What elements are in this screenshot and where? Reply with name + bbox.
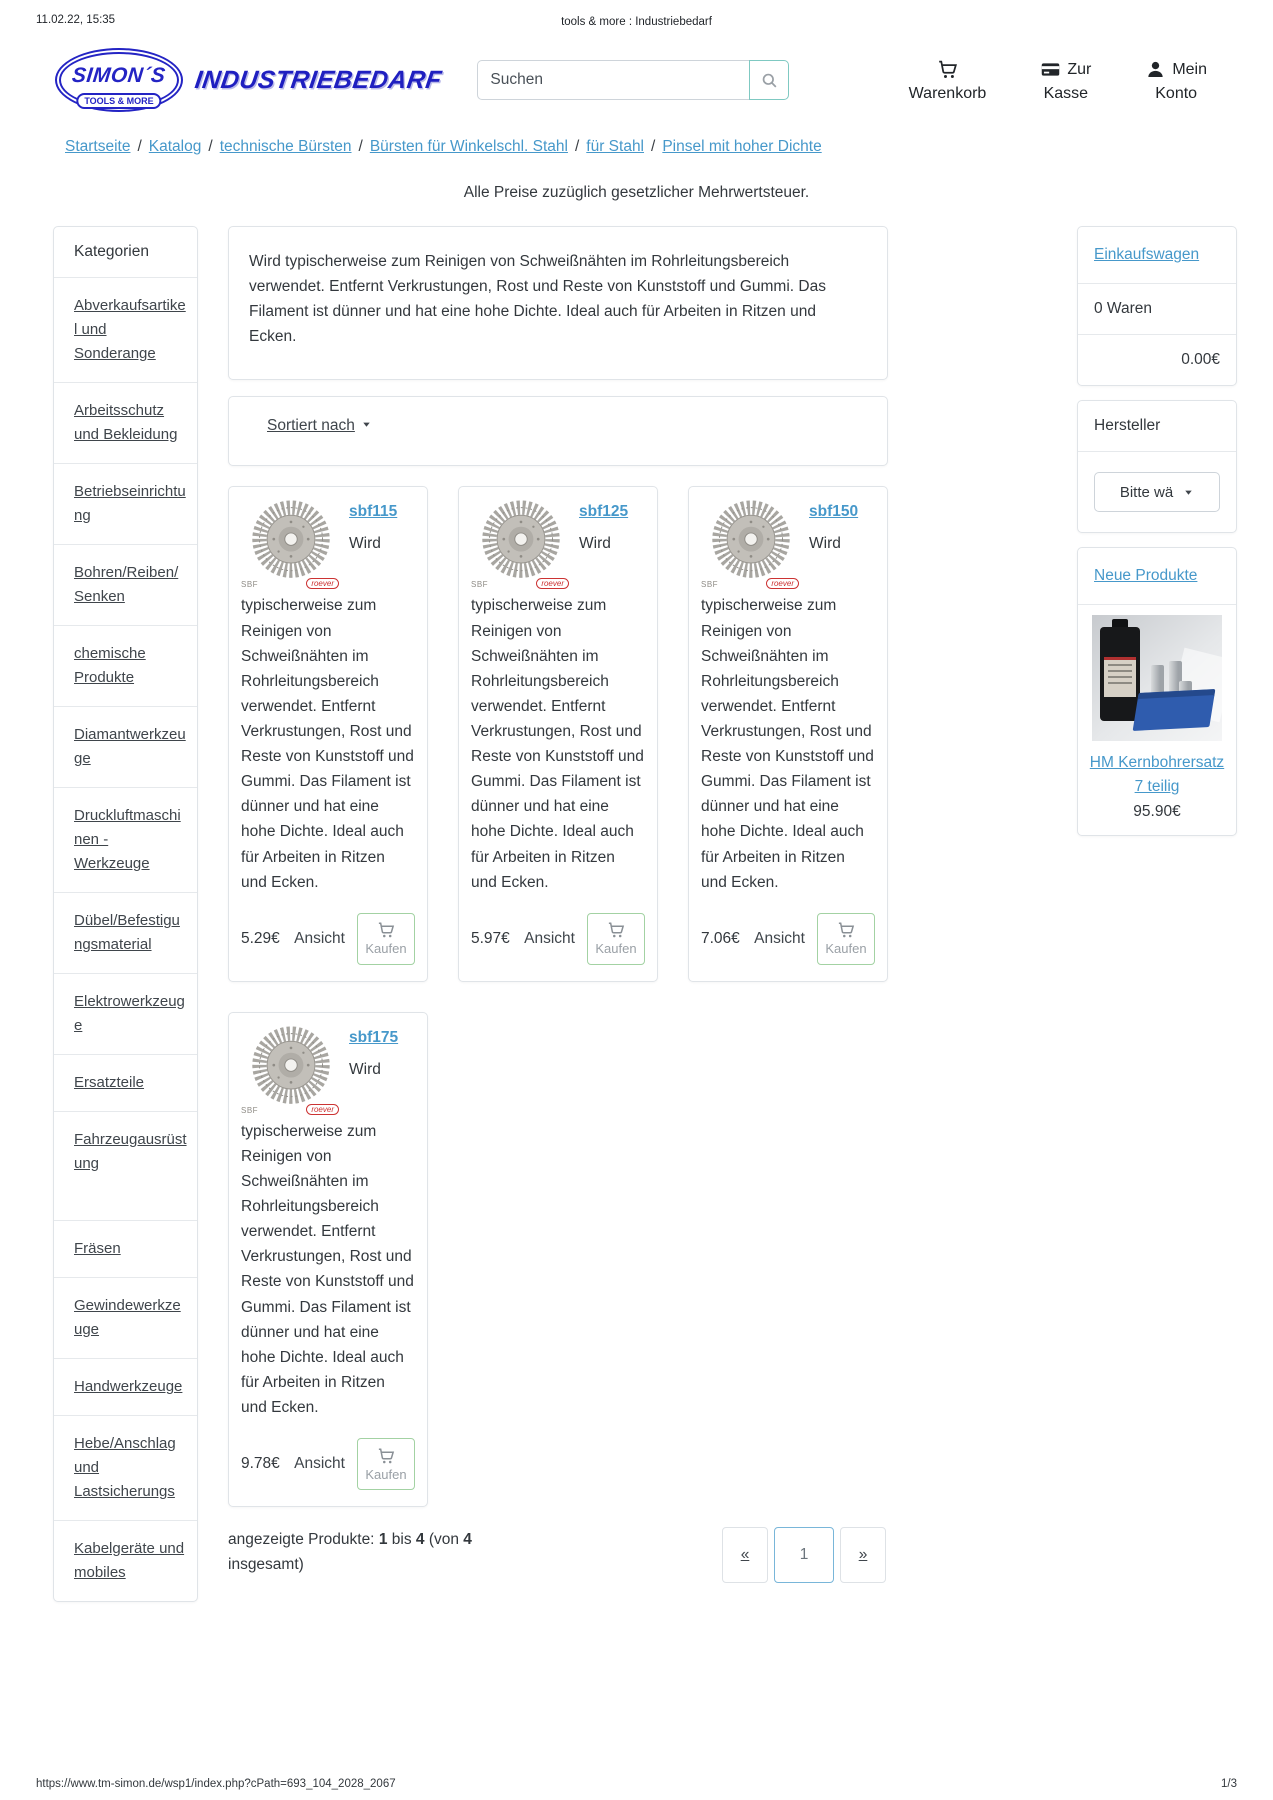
product-price: 9.78€ — [241, 1455, 280, 1473]
manufacturer-box — [1077, 400, 1237, 533]
sort-dropdown[interactable] — [267, 417, 372, 434]
buy-button[interactable] — [357, 913, 415, 965]
cart-icon — [377, 1447, 395, 1465]
sidebar-category-link[interactable]: Handwerkzeuge — [74, 1378, 183, 1395]
buy-button-label: Kaufen — [595, 941, 637, 957]
logo-oval — [55, 48, 183, 112]
new-product-image[interactable] — [1092, 615, 1222, 741]
pagination-current-page[interactable]: 1 — [774, 1527, 834, 1583]
product-sku-link[interactable]: sbf115 — [349, 503, 398, 521]
sidebar-category-link[interactable]: Fräsen — [74, 1240, 121, 1257]
nav-label: Konto — [1155, 84, 1198, 102]
nav-mein-konto[interactable] — [1145, 58, 1207, 103]
results-word: (von — [428, 1531, 459, 1549]
product-description: Wird typischerweise zum Reinigen von Schweißnähten im Rohrleitungsbereich verwendet. Entfernt Verkrustungen, Rost und Reste von Kunststoff und Gummi. Das Filament ist dünner und hat eine hohe Dichte. Ideal auch für Arbeiten in Ritzen und Ecken. — [241, 535, 414, 891]
content — [53, 226, 1237, 1602]
print-datetime: 11.02.22, 15:35 — [36, 14, 116, 26]
breadcrumb-separator: / — [358, 138, 363, 155]
sidebar-category — [54, 787, 197, 892]
breadcrumb-link[interactable]: technische Bürsten — [219, 138, 352, 155]
search-icon — [760, 71, 779, 90]
pagination — [722, 1527, 888, 1583]
header-nav — [909, 58, 1213, 103]
nav-warenkorb[interactable] — [909, 58, 987, 103]
sidebar-category-link[interactable]: Gewindewerkzeuge — [74, 1297, 181, 1338]
sbf-brand-badge: SBF — [241, 580, 259, 590]
product-image[interactable] — [241, 499, 341, 589]
sidebar-category — [54, 277, 197, 382]
breadcrumb-link[interactable]: für Stahl — [586, 138, 645, 155]
chevron-down-icon — [1183, 487, 1194, 498]
sidebar-category-link[interactable]: chemische Produkte — [74, 645, 146, 686]
breadcrumb-link[interactable]: Startseite — [65, 138, 131, 155]
sidebar-category-link[interactable]: Hebe/Anschlag und Lastsicherungs — [74, 1435, 176, 1500]
product-card — [688, 486, 888, 981]
search-bar — [477, 60, 789, 100]
results-count — [228, 1527, 508, 1577]
new-products-link[interactable]: Neue Produkte — [1094, 567, 1198, 585]
roever-brand-badge: roever — [536, 578, 569, 589]
product-sku-link[interactable]: sbf125 — [579, 503, 629, 521]
wire-brush-image — [701, 499, 801, 585]
sidebar-category — [54, 706, 197, 787]
sbf-brand-badge: SBF — [471, 580, 489, 590]
sidebar-category-link[interactable]: Bohren/Reiben/Senken — [74, 564, 179, 605]
product-image[interactable] — [701, 499, 801, 589]
product-card — [228, 1012, 428, 1507]
buy-button[interactable] — [587, 913, 645, 965]
results-from: 1 — [378, 1531, 388, 1549]
category-description: Wird typischerweise zum Reinigen von Schweißnähten im Rohrleitungsbereich verwendet. Entfernt Verkrustungen, Rost und Reste von Kunststoff und Gummi. Das Filament ist dünner und hat eine hohe Dichte. Ideal auch für Arbeiten in Ritzen und Ecken. — [228, 226, 888, 380]
header — [0, 30, 1273, 112]
roever-brand-badge: roever — [306, 578, 339, 589]
results-to: 4 — [415, 1531, 425, 1549]
results-word: insgesamt) — [228, 1556, 304, 1574]
chevron-down-icon — [361, 419, 372, 430]
print-header — [0, 0, 1273, 30]
new-product-price: 95.90€ — [1133, 803, 1181, 821]
view-button[interactable]: Ansicht — [748, 922, 811, 956]
sidebar-category — [54, 625, 197, 706]
pagination-prev-button[interactable] — [722, 1527, 768, 1583]
sidebar-category — [54, 1520, 197, 1601]
results-label: angezeigte Produkte: — [228, 1531, 375, 1549]
credit-card-icon — [1040, 59, 1061, 80]
product-card — [228, 486, 428, 981]
sidebar-category-link[interactable]: Ersatzteile — [74, 1074, 145, 1091]
sidebar-category — [54, 892, 197, 973]
wire-brush-image — [241, 499, 341, 585]
product-description: Wird typischerweise zum Reinigen von Schweißnähten im Rohrleitungsbereich verwendet. Entfernt Verkrustungen, Rost und Reste von Kunststoff und Gummi. Das Filament ist dünner und hat eine hohe Dichte. Ideal auch für Arbeiten in Ritzen und Ecken. — [241, 1060, 414, 1416]
breadcrumb — [65, 138, 1237, 156]
results-word: bis — [391, 1531, 412, 1549]
breadcrumb-separator: / — [574, 138, 580, 155]
product-sku-link[interactable]: sbf150 — [809, 503, 859, 521]
product-image[interactable] — [241, 1025, 341, 1115]
sbf-brand-badge: SBF — [241, 1105, 259, 1115]
breadcrumb-link[interactable]: Bürsten für Winkelschl. Stahl — [369, 138, 568, 155]
wire-brush-image — [241, 1025, 341, 1111]
sidebar-category-link[interactable]: Druckluftmaschinen - Werkzeuge — [74, 807, 181, 872]
view-button[interactable]: Ansicht — [288, 1447, 351, 1481]
sort-label: Sortiert nach — [267, 417, 355, 435]
breadcrumb-separator: / — [137, 138, 142, 155]
new-product-name-link[interactable]: HM Kernbohrersatz 7 teilig — [1089, 754, 1225, 796]
sidebar-category-link[interactable]: Betriebseinrichtung — [74, 483, 186, 524]
product-price: 7.06€ — [701, 929, 740, 947]
product-sku-link[interactable]: sbf175 — [349, 1028, 399, 1046]
buy-button[interactable] — [817, 913, 875, 965]
cart-icon — [837, 921, 855, 939]
new-products-box — [1077, 547, 1237, 836]
nav-label: Mein — [1172, 60, 1207, 78]
buy-button-label: Kaufen — [825, 941, 867, 957]
sidebar-category — [54, 973, 197, 1054]
logo-primary-text: SIMON´S — [71, 64, 167, 87]
sidebar-category — [54, 463, 197, 544]
new-product-image-row — [1078, 604, 1236, 747]
footer-url: https://www.tm-simon.de/wsp1/index.php?cPath=693_104_2028_2067 — [36, 1778, 396, 1790]
cart-box — [1077, 226, 1237, 386]
sidebar-category — [54, 382, 197, 463]
breadcrumb-separator: / — [651, 138, 656, 155]
sidebar-title: Kategorien — [74, 243, 149, 260]
search-input[interactable] — [477, 60, 749, 100]
wire-brush-image — [471, 499, 571, 585]
next-arrow: » — [858, 1546, 868, 1564]
nav-zur-kasse[interactable] — [1040, 58, 1091, 103]
sidebar-category — [54, 1277, 197, 1358]
cart-total: 0.00€ — [1078, 334, 1236, 385]
buy-button[interactable] — [357, 1438, 415, 1490]
search-button[interactable] — [749, 60, 789, 100]
nav-label: Kasse — [1043, 84, 1089, 102]
product-price: 5.97€ — [471, 929, 510, 947]
sort-panel — [228, 396, 888, 466]
logo-brand-text: INDUSTRIEBEDARF — [193, 65, 444, 94]
right-column — [1077, 226, 1237, 850]
nav-label: Zur — [1067, 60, 1092, 78]
pagination-next-button[interactable] — [840, 1527, 886, 1583]
breadcrumb-link[interactable]: Katalog — [148, 138, 202, 155]
sidebar-category — [54, 1111, 197, 1220]
sidebar-category-link[interactable]: Arbeitsschutz und Bekleidung — [74, 402, 178, 443]
cart-item-count: 0 Waren — [1078, 283, 1236, 334]
manufacturer-select[interactable] — [1094, 472, 1220, 512]
footer-page-number: 1/3 — [1221, 1778, 1237, 1790]
sidebar-category-link[interactable]: Diamantwerkzeuge — [74, 726, 186, 767]
cart-icon — [607, 921, 625, 939]
breadcrumb-link[interactable]: Pinsel mit hoher Dichte — [662, 138, 822, 155]
nav-label: Warenkorb — [908, 84, 987, 102]
buy-button-label: Kaufen — [365, 941, 407, 957]
logo-secondary-text: TOOLS & MORE — [76, 93, 161, 109]
vat-notice: Alle Preise zuzüglich gesetzlicher Mehrwertsteuer. — [463, 184, 810, 201]
sbf-brand-badge: SBF — [701, 580, 719, 590]
sidebar-category-link[interactable]: Kabelgeräte und mobiles — [74, 1540, 185, 1581]
product-grid — [228, 486, 888, 1507]
category-sidebar — [53, 226, 198, 1602]
sidebar-category-link[interactable]: Elektrowerkzeuge — [74, 993, 185, 1034]
shop-logo[interactable] — [55, 48, 444, 112]
user-icon — [1145, 59, 1166, 80]
product-price: 5.29€ — [241, 929, 280, 947]
cart-icon — [377, 921, 395, 939]
results-total: 4 — [463, 1531, 472, 1549]
product-description: Wird typischerweise zum Reinigen von Schweißnähten im Rohrleitungsbereich verwendet. Entfernt Verkrustungen, Rost und Reste von Kunststoff und Gummi. Das Filament ist dünner und hat eine hohe Dichte. Ideal auch für Arbeiten in Ritzen und Ecken. — [701, 535, 874, 891]
product-description: Wird typischerweise zum Reinigen von Schweißnähten im Rohrleitungsbereich verwendet. Entfernt Verkrustungen, Rost und Reste von Kunststoff und Gummi. Das Filament ist dünner und hat eine hohe Dichte. Ideal auch für Arbeiten in Ritzen und Ecken. — [471, 535, 644, 891]
sidebar-category — [54, 1220, 197, 1277]
buy-button-label: Kaufen — [365, 1466, 407, 1482]
product-image[interactable] — [471, 499, 571, 589]
sidebar-category — [54, 544, 197, 625]
roever-brand-badge: roever — [306, 1104, 339, 1115]
main-column — [228, 226, 888, 1583]
breadcrumb-separator: / — [208, 138, 213, 155]
view-button[interactable]: Ansicht — [518, 922, 581, 956]
product-card — [458, 486, 658, 981]
cart-icon — [937, 59, 958, 80]
view-button[interactable]: Ansicht — [288, 922, 351, 956]
sidebar-category — [54, 1415, 197, 1520]
sidebar-category — [54, 1054, 197, 1111]
sidebar-category — [54, 1358, 197, 1415]
category-list — [54, 277, 197, 1601]
product-price-row — [471, 913, 645, 965]
print-title: tools & more : Industriebedarf — [561, 16, 712, 28]
sidebar-category-link[interactable]: Abverkaufsartikel und Sonderange — [74, 297, 186, 362]
sidebar-category-link[interactable]: Dübel/Befestigungsmaterial — [74, 912, 180, 953]
cart-box-link[interactable]: Einkaufswagen — [1094, 246, 1200, 263]
product-price-row — [701, 913, 875, 965]
results-row — [228, 1527, 888, 1583]
product-price-row — [241, 913, 415, 965]
product-price-row — [241, 1438, 415, 1490]
sidebar-category-link[interactable]: Fahrzeugausrüstung — [74, 1131, 187, 1172]
roever-brand-badge: roever — [766, 578, 799, 589]
manufacturer-title: Hersteller — [1094, 417, 1161, 435]
manufacturer-select-value: Bitte wä — [1119, 483, 1174, 501]
prev-arrow: « — [740, 1546, 750, 1564]
